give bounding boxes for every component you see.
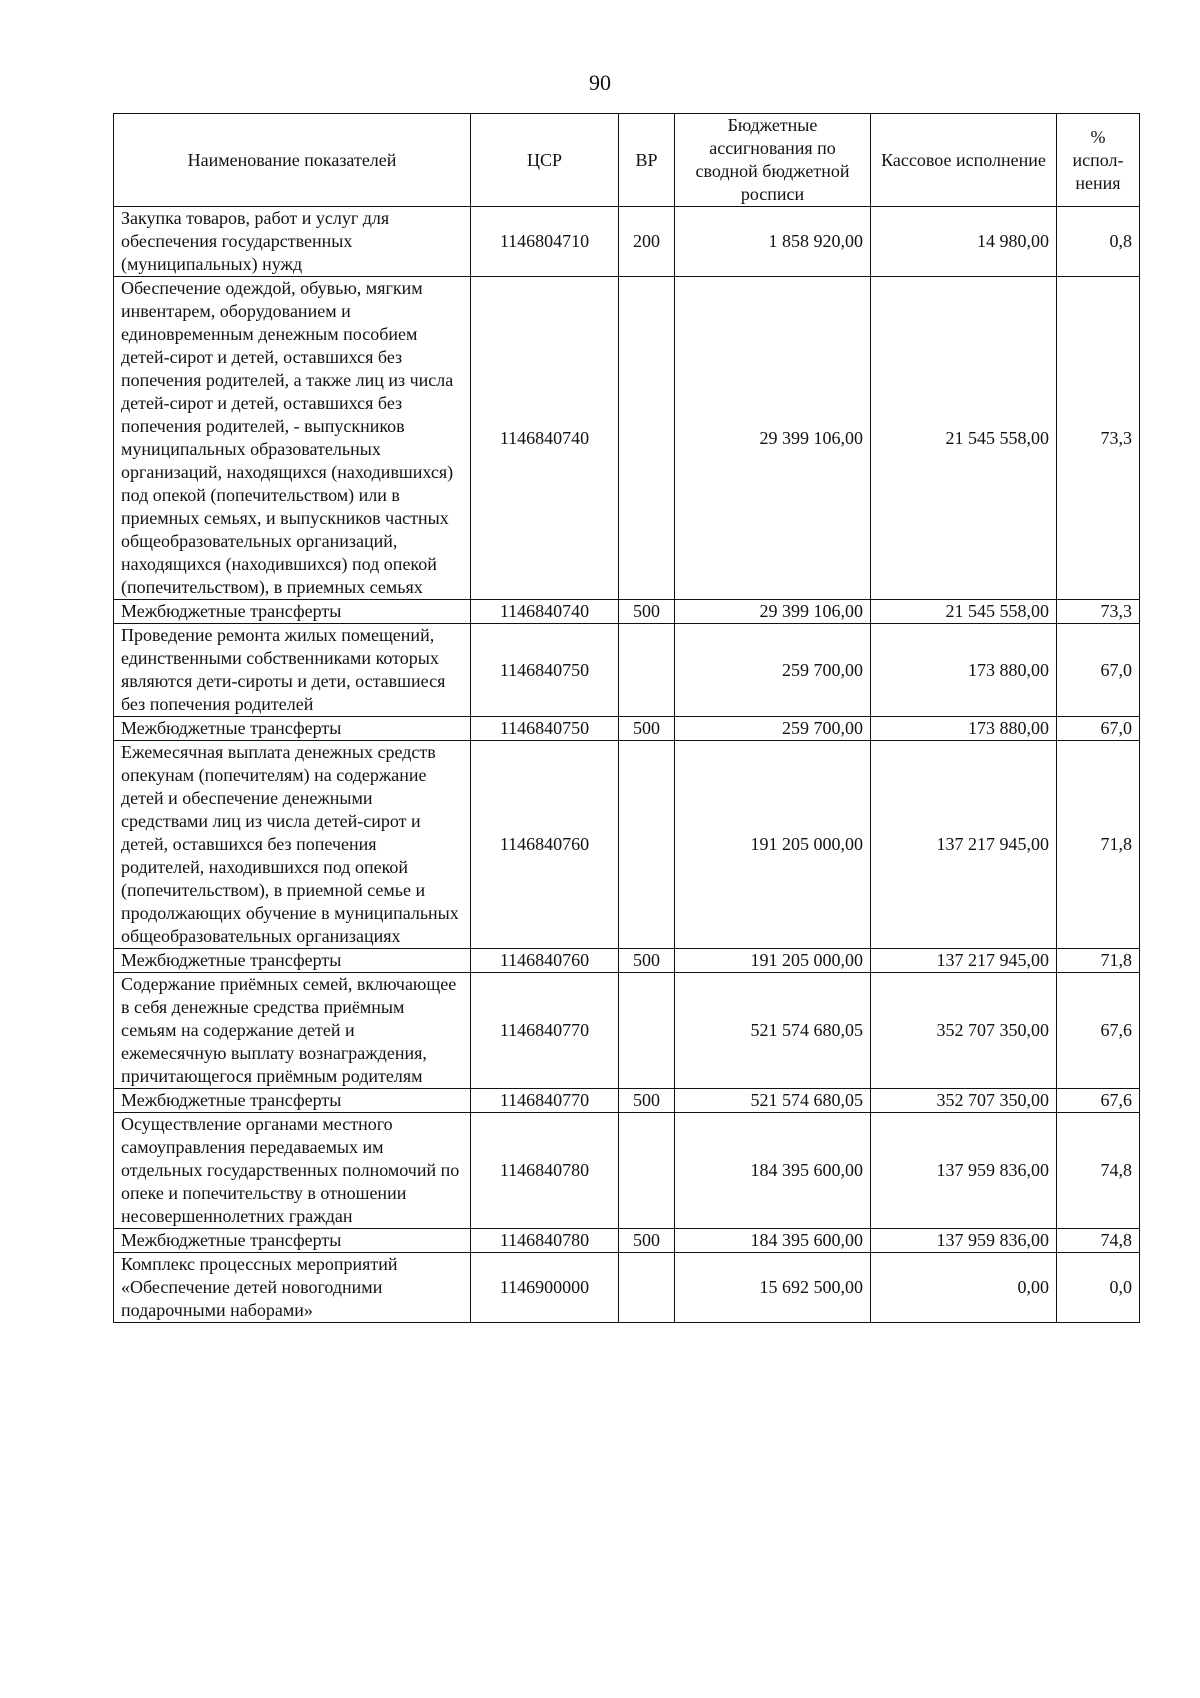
table-row: [114, 741, 1140, 949]
cell-csr: 1146804710: [471, 207, 619, 277]
cell-name: Проведение ремонта жилых помещений, единственными собственниками которых являются дети-сироты и дети, оставшиеся без попечения родителей: [114, 624, 471, 717]
header-cash: Кассовое исполнение: [871, 114, 1057, 207]
cell-cash: 137 959 836,00: [871, 1113, 1057, 1229]
cell-percent: 73,3: [1057, 277, 1140, 600]
cell-cash: 137 217 945,00: [871, 741, 1057, 949]
cell-percent: 67,0: [1057, 717, 1140, 741]
cell-percent: 67,6: [1057, 1089, 1140, 1113]
table-body: [114, 207, 1140, 1323]
page-number: 90: [589, 70, 611, 95]
cell-vr: [619, 973, 675, 1089]
cell-csr: 1146840740: [471, 277, 619, 600]
cell-name: Межбюджетные трансферты: [114, 1229, 471, 1253]
header-percent: % испол-нения: [1057, 114, 1140, 207]
cell-cash: 21 545 558,00: [871, 600, 1057, 624]
table-row: [114, 600, 1140, 624]
cell-percent: 0,0: [1057, 1253, 1140, 1323]
cell-percent: 0,8: [1057, 207, 1140, 277]
cell-vr: 200: [619, 207, 675, 277]
cell-name: Комплекс процессных мероприятий «Обеспечение детей новогодними подарочными наборами»: [114, 1253, 471, 1323]
header-csr: ЦСР: [471, 114, 619, 207]
cell-vr: [619, 741, 675, 949]
cell-csr: 1146840760: [471, 741, 619, 949]
cell-name: Межбюджетные трансферты: [114, 1089, 471, 1113]
table-row: [114, 973, 1140, 1089]
cell-budget: 521 574 680,05: [675, 1089, 871, 1113]
cell-csr: 1146840770: [471, 1089, 619, 1113]
cell-budget: 184 395 600,00: [675, 1229, 871, 1253]
cell-cash: 352 707 350,00: [871, 973, 1057, 1089]
cell-budget: 1 858 920,00: [675, 207, 871, 277]
cell-name: Межбюджетные трансферты: [114, 949, 471, 973]
cell-vr: 500: [619, 600, 675, 624]
cell-cash: 137 959 836,00: [871, 1229, 1057, 1253]
cell-percent: 74,8: [1057, 1113, 1140, 1229]
cell-budget: 29 399 106,00: [675, 277, 871, 600]
header-vr: ВР: [619, 114, 675, 207]
table-row: [114, 717, 1140, 741]
cell-cash: 14 980,00: [871, 207, 1057, 277]
cell-name: Закупка товаров, работ и услуг для обеспечения государственных (муниципальных) нужд: [114, 207, 471, 277]
cell-name: Содержание приёмных семей, включающее в себя денежные средства приёмным семьям на содержание детей и ежемесячную выплату вознаграждения, причитающегося приёмным родителям: [114, 973, 471, 1089]
cell-percent: 71,8: [1057, 741, 1140, 949]
cell-budget: 15 692 500,00: [675, 1253, 871, 1323]
cell-budget: 29 399 106,00: [675, 600, 871, 624]
cell-name: Межбюджетные трансферты: [114, 600, 471, 624]
cell-name: Обеспечение одеждой, обувью, мягким инвентарем, оборудованием и единовременным денежным пособием детей-сирот и детей, оставшихся без попечения родителей, а также лиц из числа детей-сирот и детей, оставшихся без попечения родителей, - выпускников муниципальных образовательных организаций, находящихся (находившихся) под опекой (попечительством) или в приемных семьях, и выпускников частных общеобразовательных организаций, находящихся (находившихся) под опекой (попечительством), в приемных семьях: [114, 277, 471, 600]
cell-percent: 67,6: [1057, 973, 1140, 1089]
cell-budget: 259 700,00: [675, 624, 871, 717]
header-budget: Бюджетные ассигнования по сводной бюджетной росписи: [675, 114, 871, 207]
header-row: [114, 114, 1140, 207]
cell-vr: 500: [619, 949, 675, 973]
cell-csr: 1146840760: [471, 949, 619, 973]
cell-csr: 1146840780: [471, 1229, 619, 1253]
cell-csr: 1146840770: [471, 973, 619, 1089]
cell-cash: 173 880,00: [871, 717, 1057, 741]
cell-vr: [619, 1113, 675, 1229]
cell-vr: [619, 1253, 675, 1323]
cell-cash: 137 217 945,00: [871, 949, 1057, 973]
cell-csr: 1146900000: [471, 1253, 619, 1323]
cell-percent: 71,8: [1057, 949, 1140, 973]
cell-csr: 1146840750: [471, 717, 619, 741]
cell-vr: 500: [619, 1229, 675, 1253]
table-row: [114, 1089, 1140, 1113]
cell-cash: 0,00: [871, 1253, 1057, 1323]
table-header: [114, 114, 1140, 207]
cell-csr: 1146840750: [471, 624, 619, 717]
table-row: [114, 624, 1140, 717]
cell-csr: 1146840780: [471, 1113, 619, 1229]
budget-execution-table: [113, 113, 1140, 1323]
table-row: [114, 1113, 1140, 1229]
cell-cash: 173 880,00: [871, 624, 1057, 717]
cell-cash: 352 707 350,00: [871, 1089, 1057, 1113]
cell-name: Ежемесячная выплата денежных средств опекунам (попечителям) на содержание детей и обеспечение денежными средствами лиц из числа детей-сирот и детей, оставшихся без попечения родителей, находившихся под опекой (попечительством), в приемной семье и продолжающих обучение в муниципальных общеобразовательных организациях: [114, 741, 471, 949]
table-row: [114, 949, 1140, 973]
header-name: Наименование показателей: [114, 114, 471, 207]
table-row: [114, 1253, 1140, 1323]
cell-budget: 191 205 000,00: [675, 949, 871, 973]
cell-vr: 500: [619, 717, 675, 741]
cell-budget: 184 395 600,00: [675, 1113, 871, 1229]
table-row: [114, 207, 1140, 277]
cell-percent: 74,8: [1057, 1229, 1140, 1253]
cell-cash: 21 545 558,00: [871, 277, 1057, 600]
table-row: [114, 277, 1140, 600]
table-row: [114, 1229, 1140, 1253]
cell-vr: [619, 277, 675, 600]
cell-vr: [619, 624, 675, 717]
cell-name: Межбюджетные трансферты: [114, 717, 471, 741]
cell-vr: 500: [619, 1089, 675, 1113]
cell-budget: 521 574 680,05: [675, 973, 871, 1089]
cell-budget: 191 205 000,00: [675, 741, 871, 949]
cell-csr: 1146840740: [471, 600, 619, 624]
cell-percent: 67,0: [1057, 624, 1140, 717]
cell-name: Осуществление органами местного самоуправления передаваемых им отдельных государственных полномочий по опеке и попечительству в отношении несовершеннолетних граждан: [114, 1113, 471, 1229]
cell-budget: 259 700,00: [675, 717, 871, 741]
cell-percent: 73,3: [1057, 600, 1140, 624]
